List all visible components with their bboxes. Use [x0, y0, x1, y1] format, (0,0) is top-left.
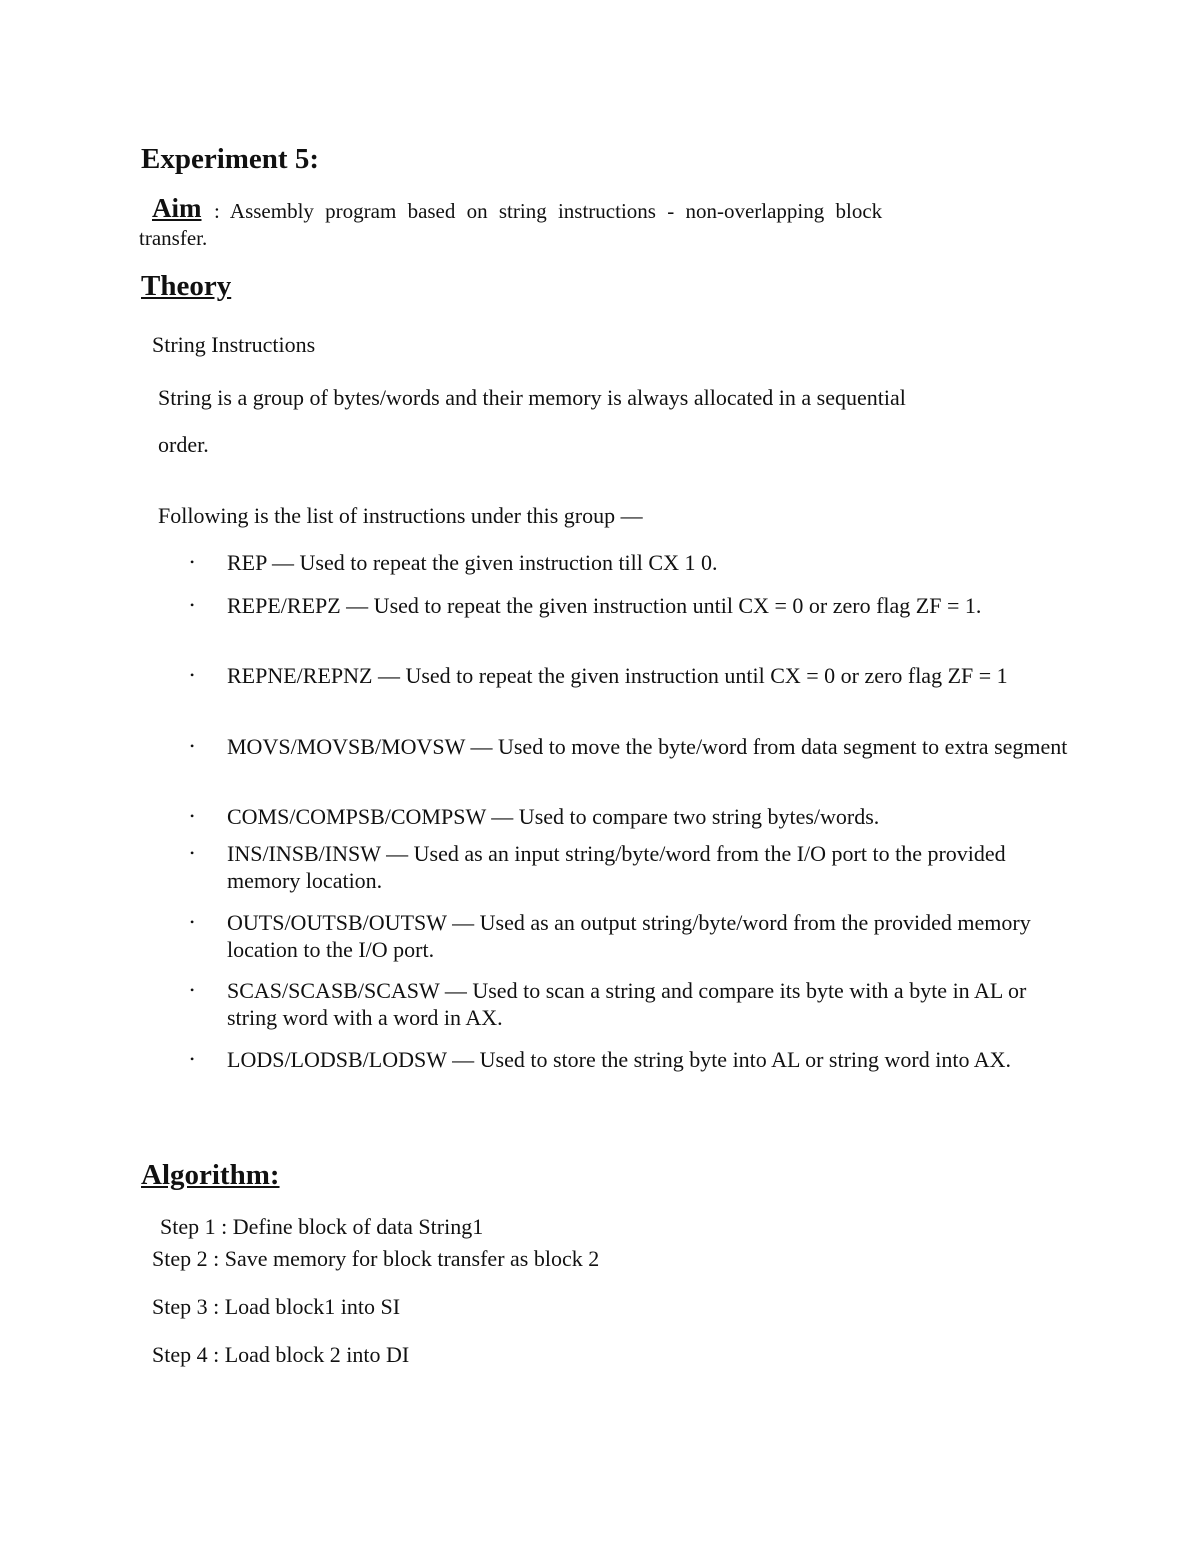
aim-text: : Assembly program based on string instructions - non-overlapping block [214, 199, 883, 223]
bullet-icon: • [190, 598, 195, 612]
bullet-icon: • [190, 846, 195, 860]
list-item [190, 909, 1070, 963]
list-item-text: COMS/COMPSB/COMPSW — Used to compare two string bytes/words. [227, 804, 880, 829]
bullet-icon: • [190, 668, 195, 682]
bullet-icon: • [190, 555, 195, 569]
list-item [190, 549, 1070, 576]
list-item [190, 977, 1070, 1031]
list-item-text: OUTS/OUTSB/OUTSW — Used as an output string/byte/word from the provided memory location to the I/O port. [227, 910, 1031, 962]
aim-text-continuation: transfer. [139, 226, 208, 250]
instruction-list-intro: Following is the list of instructions under this group — [158, 503, 643, 528]
bullet-icon: • [190, 1052, 195, 1066]
theory-paragraph-line-1: String is a group of bytes/words and their memory is always allocated in a sequential [158, 385, 906, 410]
bullet-icon: • [190, 809, 195, 823]
list-item-text: REP — Used to repeat the given instruction till CX 1 0. [227, 550, 718, 575]
list-item [190, 1046, 1070, 1073]
bullet-icon: • [190, 739, 195, 753]
algorithm-step: Step 4 : Load block 2 into DI [152, 1342, 410, 1367]
theory-subheading: String Instructions [152, 332, 316, 357]
page-title: Experiment 5: [141, 143, 319, 175]
list-item [190, 592, 1070, 619]
list-item-text: SCAS/SCASB/SCASW — Used to scan a string and compare its byte with a byte in AL or string word with a word in AX. [227, 978, 1027, 1030]
algorithm-step: Step 1 : Define block of data String1 [160, 1214, 484, 1239]
theory-paragraph-line-2: order. [158, 432, 209, 457]
list-item-text: MOVS/MOVSB/MOVSW — Used to move the byte/word from data segment to extra segment [227, 734, 1068, 759]
algorithm-step: Step 2 : Save memory for block transfer as block 2 [152, 1246, 600, 1271]
list-item [190, 733, 1070, 760]
bullet-icon: • [190, 915, 195, 929]
list-item-text: INS/INSB/INSW — Used as an input string/byte/word from the I/O port to the provided memory location. [227, 841, 1006, 893]
aim-label: Aim [152, 193, 202, 223]
theory-heading: Theory [141, 270, 232, 302]
list-item-text: LODS/LODSB/LODSW — Used to store the string byte into AL or string word into AX. [227, 1047, 1012, 1072]
list-item-text: REPNE/REPNZ — Used to repeat the given instruction until CX = 0 or zero flag ZF = 1 [227, 663, 1008, 688]
algorithm-step: Step 3 : Load block1 into SI [152, 1294, 401, 1319]
list-item [190, 840, 1070, 894]
list-item [190, 803, 1070, 830]
algorithm-heading: Algorithm: [141, 1159, 280, 1191]
bullet-icon: • [190, 983, 195, 997]
list-item-text: REPE/REPZ — Used to repeat the given instruction until CX = 0 or zero flag ZF = 1. [227, 593, 982, 618]
list-item [190, 662, 1070, 689]
